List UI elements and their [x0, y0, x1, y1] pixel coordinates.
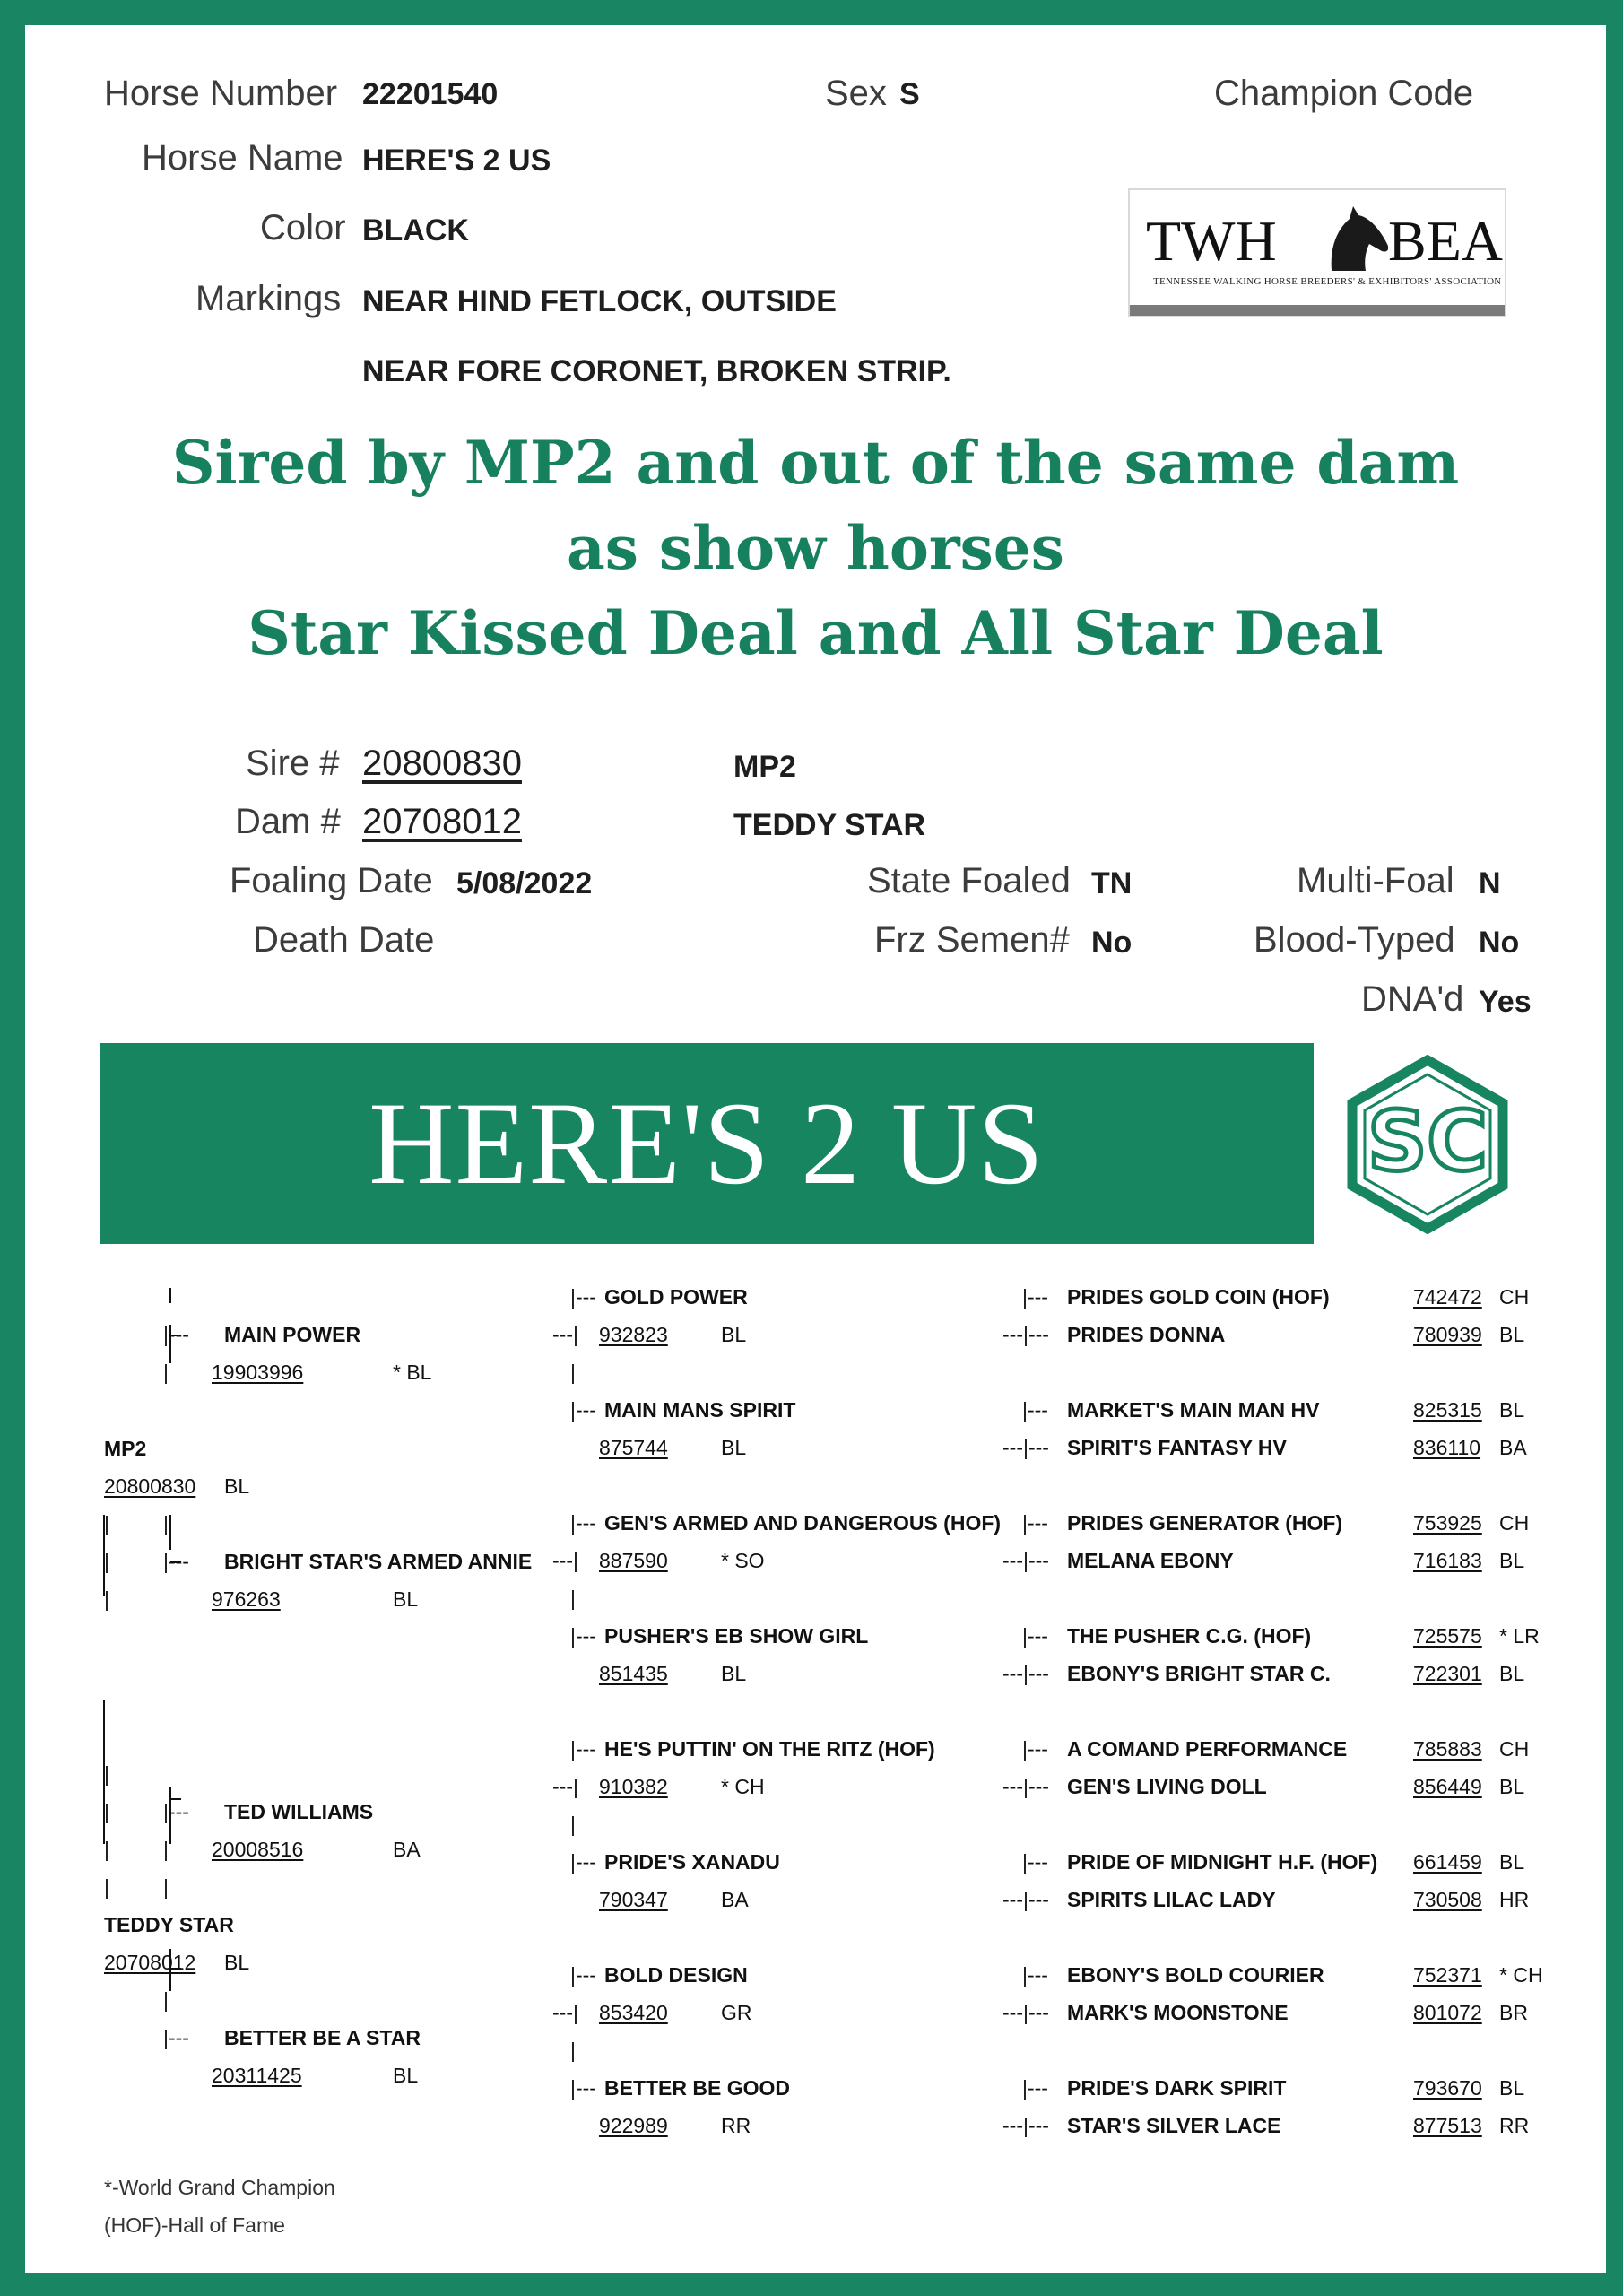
gen4-item: PRIDE OF MIDNIGHT H.F. (HOF)	[1067, 1850, 1378, 1874]
gen1-sire-name: MP2	[104, 1437, 147, 1460]
gen1-dam-color: BL	[224, 1951, 250, 1974]
gen4-color: HR	[1499, 1888, 1530, 1911]
frz-semen-label: Frz Semen#	[874, 920, 1070, 960]
foaling-date-label: Foaling Date	[230, 861, 433, 900]
gen4-reg[interactable]: 742472	[1413, 1285, 1482, 1309]
gen4-item: STAR'S SILVER LACE	[1067, 2114, 1281, 2137]
gen2-better-be-a-star-reg[interactable]: 20311425	[212, 2064, 302, 2087]
gen4-reg[interactable]: 753925	[1413, 1511, 1482, 1535]
gen4-item: GEN'S LIVING DOLL	[1067, 1775, 1267, 1798]
gen3-bold-design-color: GR	[721, 2001, 752, 2024]
gen4-color: CH	[1499, 1285, 1530, 1309]
gen4-item: EBONY'S BOLD COURIER	[1067, 1963, 1324, 1987]
death-date-label: Death Date	[253, 920, 435, 960]
gen1-sire-color: BL	[224, 1474, 250, 1498]
gen3-bold-design-reg[interactable]: 853420	[599, 2001, 668, 2024]
gen3-gens-armed-reg[interactable]: 887590	[599, 1549, 668, 1572]
gen3-main-mans-spirit: MAIN MANS SPIRIT	[604, 1398, 796, 1422]
dam-name: TEDDY STAR	[733, 808, 926, 842]
legend-world-grand-champion: *-World Grand Champion	[104, 2176, 335, 2199]
gen3-gold-power-reg[interactable]: 932823	[599, 1323, 668, 1346]
gen4-reg[interactable]: 793670	[1413, 2076, 1482, 2100]
gen3-gold-power: GOLD POWER	[604, 1285, 748, 1309]
markings-line-2: NEAR FORE CORONET, BROKEN STRIP.	[362, 354, 951, 388]
gen3-hes-puttin: HE'S PUTTIN' ON THE RITZ (HOF)	[604, 1737, 935, 1761]
horse-name-label: Horse Name	[142, 138, 343, 178]
gen4-reg[interactable]: 725575	[1413, 1624, 1482, 1648]
logo-text-right: BEA	[1388, 209, 1503, 273]
headline-line-3: Star Kissed Deal and All Star Deal	[247, 598, 1384, 668]
gen4-reg[interactable]: 801072	[1413, 2001, 1482, 2024]
color-value: BLACK	[362, 213, 469, 248]
gen4-item: EBONY'S BRIGHT STAR C.	[1067, 1662, 1331, 1685]
state-foaled: TN	[1091, 866, 1133, 900]
gen4-item: PRIDES GENERATOR (HOF)	[1067, 1511, 1343, 1535]
dam-label: Dam #	[235, 802, 341, 841]
gen2-ted-williams-reg[interactable]: 20008516	[212, 1838, 304, 1861]
headline-line-1: Sired by MP2 and out of the same dam	[171, 428, 1460, 498]
gen4-reg[interactable]: 752371	[1413, 1963, 1482, 1987]
gen3-better-be-good-color: RR	[721, 2114, 751, 2137]
gen4-item: THE PUSHER C.G. (HOF)	[1067, 1624, 1312, 1648]
gen4-color: CH	[1499, 1511, 1530, 1535]
gen4-color: BL	[1499, 1398, 1525, 1422]
markings-line-1: NEAR HIND FETLOCK, OUTSIDE	[362, 284, 837, 318]
gen3-better-be-good-reg[interactable]: 922989	[599, 2114, 668, 2137]
gen3-main-mans-spirit-reg[interactable]: 875744	[599, 1436, 668, 1459]
gen4-item: SPIRITS LILAC LADY	[1067, 1888, 1276, 1911]
sire-name: MP2	[733, 750, 796, 784]
gen3-gold-power-color: BL	[721, 1323, 747, 1346]
gen4-item: MELANA EBONY	[1067, 1549, 1234, 1572]
gen3-better-be-good: BETTER BE GOOD	[604, 2076, 791, 2100]
gen4-item: MARKET'S MAIN MAN HV	[1067, 1398, 1320, 1422]
gen1-dam-name: TEDDY STAR	[104, 1913, 234, 1936]
logo-tagline: TENNESSEE WALKING HORSE BREEDERS' & EXHIBITORS' ASSOCIATION	[1153, 276, 1502, 287]
gen4-reg[interactable]: 785883	[1413, 1737, 1482, 1761]
multi-foal: N	[1479, 866, 1501, 900]
banner-title: HERE'S 2 US	[369, 1077, 1045, 1209]
gen3-pushers-eb: PUSHER'S EB SHOW GIRL	[604, 1624, 869, 1648]
gen4-color: BL	[1499, 1323, 1525, 1346]
dnad-value: Yes	[1479, 985, 1532, 1019]
sex-value: S	[899, 77, 920, 111]
gen4-item: PRIDES GOLD COIN (HOF)	[1067, 1285, 1330, 1309]
frz-semen: No	[1091, 926, 1133, 960]
legend-hall-of-fame: (HOF)-Hall of Fame	[104, 2213, 285, 2237]
gen4-item: A COMAND PERFORMANCE	[1067, 1737, 1348, 1761]
gen4-color: BL	[1499, 1662, 1525, 1685]
gen3-prides-xanadu: PRIDE'S XANADU	[604, 1850, 780, 1874]
gen1-sire-reg[interactable]: 20800830	[104, 1474, 196, 1498]
champion-code-label: Champion Code	[1214, 74, 1474, 113]
gen4-item: PRIDES DONNA	[1067, 1323, 1226, 1346]
gen2-main-power-reg[interactable]: 19903996	[212, 1361, 304, 1384]
gen4-reg[interactable]: 780939	[1413, 1323, 1482, 1346]
certificate-page: Horse Number 22201540 Sex S Champion Code Horse Name HERE'S 2 US Color BLACK Markings NEAR HIND FETLOCK, OUTSIDE NEAR FORE CORONET, BROKEN STRIP. TWH BEA TENNESSEE WALKING HORSE BREEDERS' & EXHIBITORS' ASSOCIATION Sired by MP2 and out of the same dam as show horses Star Kissed Deal and All Star Deal Sire # 20800830 MP2 Dam # 20708012 TEDDY STAR Foaling Date 5/08/2022 State Foaled TN Multi-Foal N Death Date Frz Semen# No Blood-Typed No DNA'd Yes HERE'S 2 US SC |--- MAIN POWER | 19903996 * BL MP2 20800830 BL | | | |--- BRIGHT STAR'S ARMED ANNIE | 976263 BL | | |--- TED WILLIAMS | | 20008516 BA | | TEDDY STAR 20708012 BL | |--- BETTER BE A STAR 20311425 BL |--- GOLD POWER ---| 932823 BL | |--- MAIN MANS SPIRIT 875744 BL |--- GEN'S ARMED AND DANGEROUS (HOF) ---| 887590 * SO | |--- PUSHER'S EB SHOW GIRL 851435 BL |--- HE'S PUTTIN' ON THE RITZ (HOF) ---| 910382 * CH | |--- PRIDE'S XANADU 790347 BA |--- BOLD DESIGN ---| 853420 GR | |--- BETTER BE GOOD 922989 RR |--- PRIDES GOLD COIN (HOF) 742472 CH ---|--- PRIDES DONNA 780939 BL |--- MARKET'S MAIN MAN HV 825315 BL ---|--- SPIRIT'S FANTASY HV 836110 BA |--- PRIDES GENERATOR (HOF) 753925 CH ---|--- MELANA EBONY 716183 BL |--- THE PUSHER C.G. (HOF) 725575 * LR ---|--- EBONY'S BRIGHT STAR C. 722301 BL |--- A COMAND PERFORMANCE 785883 CH ---|--- GEN'S LIVING DOLL 856449 BL |--- PRIDE OF MIDNIGHT H.F. (HOF) 661459 BL ---|--- SPIRITS LILAC LADY 730508 HR |--- EBONY'S BOLD COURIER 752371 * CH ---|--- MARK'S MOONSTONE 801072 BR |--- PRIDE'S DARK SPIRIT 793670 BL ---|--- STAR'S SILVER LACE 877513 RR *-World Grand Champion (HOF)-Hall of Fame	[25, 25, 1606, 2273]
gen4-item: PRIDE'S DARK SPIRIT	[1067, 2076, 1287, 2100]
gen4-item: MARK'S MOONSTONE	[1067, 2001, 1289, 2024]
sc-emblem-text: SC	[1367, 1093, 1488, 1189]
multi-foal-label: Multi-Foal	[1297, 861, 1454, 900]
gen3-prides-xanadu-reg[interactable]: 790347	[599, 1888, 668, 1911]
gen4-reg[interactable]: 730508	[1413, 1888, 1482, 1911]
foaling-date: 5/08/2022	[456, 866, 593, 900]
gen4-reg[interactable]: 722301	[1413, 1662, 1482, 1685]
gen3-gens-armed-color: * SO	[721, 1549, 765, 1572]
gen4-color: BL	[1499, 1549, 1525, 1572]
sire-number-link[interactable]: 20800830	[362, 744, 522, 783]
gen3-hes-puttin-reg[interactable]: 910382	[599, 1775, 668, 1798]
horse-number: 22201540	[362, 77, 499, 111]
gen3-hes-puttin-color: * CH	[721, 1775, 765, 1798]
gen2-main-power: MAIN POWER	[224, 1323, 361, 1346]
pedigree-connectors	[25, 25, 1606, 2273]
gen4-item: SPIRIT'S FANTASY HV	[1067, 1436, 1287, 1459]
gen1-dam-reg[interactable]: 20708012	[104, 1951, 196, 1974]
gen4-color: BL	[1499, 2076, 1525, 2100]
logo-text-left: TWH	[1146, 209, 1277, 273]
gen4-reg[interactable]: 661459	[1413, 1850, 1482, 1874]
gen4-color: BA	[1499, 1436, 1527, 1459]
dnad-label: DNA'd	[1361, 979, 1464, 1019]
gen4-reg[interactable]: 716183	[1413, 1549, 1482, 1572]
gen3-pushers-eb-color: BL	[721, 1662, 747, 1685]
blood-typed: No	[1479, 926, 1520, 960]
markings-label: Markings	[195, 279, 342, 318]
sire-label: Sire #	[246, 744, 340, 783]
gen2-bright-star-color: BL	[393, 1587, 419, 1611]
color-label: Color	[260, 208, 346, 248]
gen2-bright-star-reg[interactable]: 976263	[212, 1587, 281, 1611]
gen3-pushers-eb-reg[interactable]: 851435	[599, 1662, 668, 1685]
horse-number-label: Horse Number	[104, 74, 338, 113]
horse-name: HERE'S 2 US	[362, 144, 551, 178]
gen4-reg[interactable]: 856449	[1413, 1775, 1482, 1798]
gen4-color: BL	[1499, 1850, 1525, 1874]
gen2-ted-williams: TED WILLIAMS	[224, 1800, 374, 1823]
sex-label: Sex	[825, 74, 887, 113]
state-foaled-label: State Foaled	[867, 861, 1071, 900]
gen4-color: CH	[1499, 1737, 1530, 1761]
gen3-prides-xanadu-color: BA	[721, 1888, 749, 1911]
gen4-color: BR	[1499, 2001, 1528, 2024]
gen3-bold-design: BOLD DESIGN	[604, 1963, 748, 1987]
gen2-ted-williams-color: BA	[393, 1838, 421, 1861]
blood-typed-label: Blood-Typed	[1254, 920, 1455, 960]
gen4-color: * CH	[1499, 1963, 1543, 1987]
gen4-color: BL	[1499, 1775, 1525, 1798]
gen4-color: RR	[1499, 2114, 1530, 2137]
dam-number-link[interactable]: 20708012	[362, 802, 522, 841]
gen2-better-be-a-star: BETTER BE A STAR	[224, 2026, 421, 2049]
gen2-bright-star: BRIGHT STAR'S ARMED ANNIE	[224, 1550, 533, 1573]
gen2-better-be-a-star-color: BL	[393, 2064, 419, 2087]
gen3-gens-armed: GEN'S ARMED AND DANGEROUS (HOF)	[604, 1511, 1002, 1535]
gen4-reg[interactable]: 836110	[1413, 1436, 1481, 1459]
gen4-color: * LR	[1499, 1624, 1540, 1648]
headline-line-2: as show horses	[567, 513, 1064, 583]
gen4-reg[interactable]: 877513	[1413, 2114, 1482, 2137]
gen4-reg[interactable]: 825315	[1413, 1398, 1482, 1422]
gen3-main-mans-spirit-color: BL	[721, 1436, 747, 1459]
gen2-main-power-color: * BL	[393, 1361, 432, 1384]
